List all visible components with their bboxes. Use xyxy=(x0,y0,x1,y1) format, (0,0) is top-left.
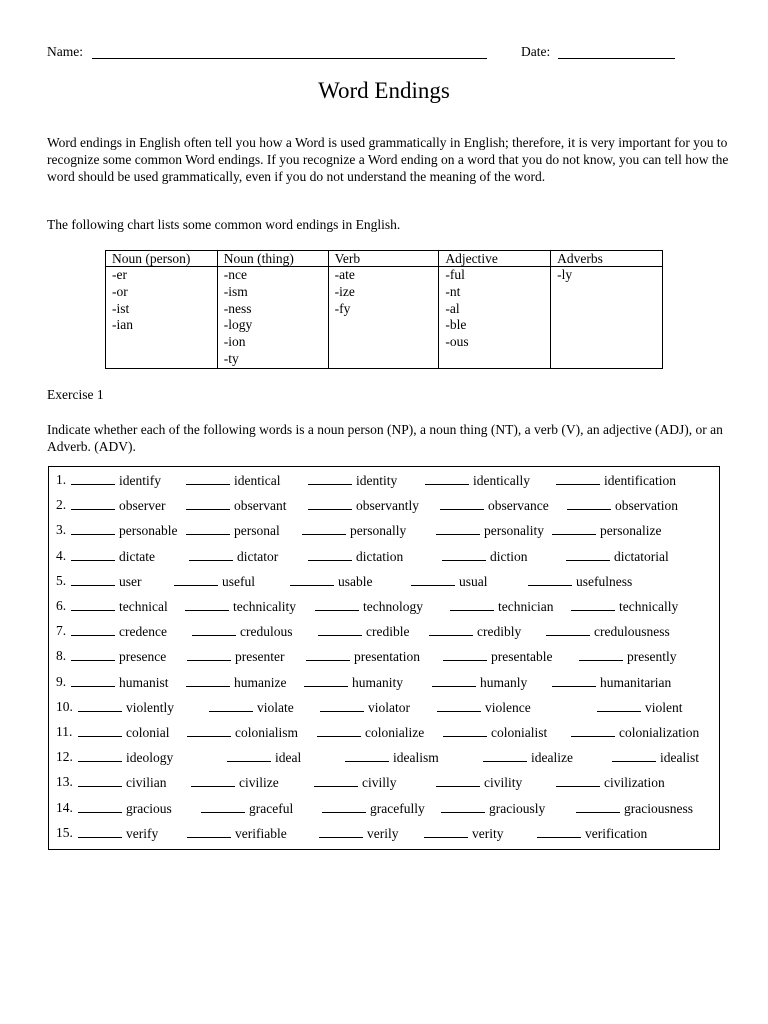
answer-blank[interactable] xyxy=(71,647,115,661)
answer-blank[interactable] xyxy=(308,496,352,510)
exercise-word: presentable xyxy=(491,649,553,665)
answer-blank[interactable] xyxy=(432,673,476,687)
column-noun-thing xyxy=(217,267,328,369)
answer-blank[interactable] xyxy=(189,547,233,561)
exercise-item xyxy=(411,572,488,591)
answer-blank[interactable] xyxy=(567,496,611,510)
answer-blank[interactable] xyxy=(442,547,486,561)
exercise-item xyxy=(78,773,167,792)
answer-blank[interactable] xyxy=(612,748,656,762)
exercise-word: violator xyxy=(368,699,410,715)
exercise-title: Exercise 1 xyxy=(47,387,104,402)
ending: -ble xyxy=(445,317,467,333)
exercise-word: dictator xyxy=(237,548,279,564)
answer-blank[interactable] xyxy=(191,773,235,787)
exercise-word: gracefully xyxy=(370,800,425,816)
answer-blank[interactable] xyxy=(440,496,484,510)
exercise-item xyxy=(425,471,530,490)
ending: -nce xyxy=(223,267,248,282)
ending: -al xyxy=(445,300,460,316)
exercise-item xyxy=(436,521,544,540)
answer-blank[interactable] xyxy=(290,572,334,586)
ending: -ly xyxy=(557,267,573,282)
exercise-item xyxy=(186,496,286,515)
exercise-item xyxy=(556,773,665,792)
ending: -ful xyxy=(445,267,465,282)
exercise-word: user xyxy=(119,573,142,589)
ending: -ian xyxy=(112,317,133,333)
ending: -ist xyxy=(112,300,130,316)
exercise-word: violent xyxy=(645,699,683,715)
column-adjective xyxy=(439,267,551,369)
answer-blank[interactable] xyxy=(187,723,231,737)
header-adjective: Adjective xyxy=(439,251,551,267)
answer-blank[interactable] xyxy=(186,521,230,535)
answer-blank[interactable] xyxy=(597,698,641,712)
exercise-row xyxy=(49,748,719,766)
answer-blank[interactable] xyxy=(306,647,350,661)
answer-blank[interactable] xyxy=(71,547,115,561)
exercise-item xyxy=(597,698,683,717)
item-number: 13. xyxy=(56,774,73,790)
exercise-word: idealize xyxy=(531,750,573,766)
answer-blank[interactable] xyxy=(315,597,359,611)
ending: -ous xyxy=(445,334,469,350)
exercise-item xyxy=(432,673,527,692)
exercise-box xyxy=(48,466,720,850)
exercise-instructions: Indicate whether each of the following words is a noun person (NP), a noun thing (NT), a verb (V), an adjective (ADJ), or an Adverb. (ADV). xyxy=(47,422,723,454)
exercise-item xyxy=(566,547,669,566)
ending: -fy xyxy=(334,300,351,316)
exercise-word: personalize xyxy=(600,523,662,539)
item-number: 10. xyxy=(56,698,73,714)
item-number: 6. xyxy=(56,598,67,613)
ending: -logy xyxy=(223,317,253,333)
answer-blank[interactable] xyxy=(71,471,115,485)
answer-blank[interactable] xyxy=(201,799,245,813)
exercise-item xyxy=(552,521,661,540)
exercise-word: colonialize xyxy=(365,725,425,740)
answer-blank[interactable] xyxy=(437,698,481,712)
answer-blank[interactable] xyxy=(192,622,236,636)
answer-blank[interactable] xyxy=(71,673,115,687)
answer-blank[interactable] xyxy=(318,622,362,636)
answer-blank[interactable] xyxy=(308,547,352,561)
item-number: 1. xyxy=(56,472,67,487)
exercise-item xyxy=(192,622,292,641)
column-verb xyxy=(328,267,439,369)
exercise-word: observer xyxy=(119,498,166,514)
exercise-item xyxy=(320,698,410,717)
answer-blank[interactable] xyxy=(174,572,218,586)
exercise-word: observantly xyxy=(356,498,419,514)
exercise-word: dictation xyxy=(356,548,404,564)
exercise-item xyxy=(71,572,142,591)
exercise-word: dictatorial xyxy=(614,548,669,564)
exercise-word: graceful xyxy=(249,800,294,816)
exercise-word: observation xyxy=(615,498,678,514)
exercise-word: useful xyxy=(222,573,255,589)
exercise-item xyxy=(201,799,293,818)
exercise-word: personality xyxy=(484,523,544,539)
exercise-item xyxy=(567,496,678,515)
answer-blank[interactable] xyxy=(443,647,487,661)
exercise-word: violate xyxy=(257,699,294,715)
exercise-word: observant xyxy=(234,498,287,514)
exercise-row xyxy=(49,622,719,640)
page-title: Word Endings xyxy=(318,78,450,103)
exercise-word: verifiable xyxy=(235,825,287,841)
answer-blank[interactable] xyxy=(552,673,596,687)
answer-blank[interactable] xyxy=(78,799,122,813)
answer-blank[interactable] xyxy=(424,824,468,838)
answer-blank[interactable] xyxy=(552,521,596,535)
exercise-word: observance xyxy=(488,498,549,514)
exercise-row xyxy=(49,824,719,842)
exercise-item xyxy=(78,748,173,767)
ending: -ate xyxy=(334,267,355,282)
exercise-word: usable xyxy=(338,573,373,589)
exercise-item xyxy=(187,723,298,742)
exercise-item xyxy=(345,748,439,767)
answer-blank[interactable] xyxy=(483,748,527,762)
item-number: 4. xyxy=(56,547,67,563)
item-number: 14. xyxy=(56,799,73,815)
ending: -ion xyxy=(223,334,246,350)
answer-blank[interactable] xyxy=(429,622,473,636)
exercise-word: personable xyxy=(119,523,178,539)
exercise-item xyxy=(78,698,174,717)
item-number: 3. xyxy=(56,522,67,538)
exercise-item xyxy=(185,597,296,616)
exercise-item xyxy=(322,799,425,818)
exercise-word: ideal xyxy=(275,750,302,766)
exercise-item xyxy=(308,547,403,566)
exercise-word: technology xyxy=(363,599,423,614)
answer-blank[interactable] xyxy=(322,799,366,813)
exercise-row xyxy=(49,799,719,817)
exercise-word: violently xyxy=(126,699,174,715)
exercise-word: civility xyxy=(484,775,523,791)
intro-paragraph: Word endings in English often tell you how a Word is used grammatically in English; therefore, it is very important for you to recognize some common Word endings. If you recognize a Word ending on a word that you do not know, you can tell how the word should be used grammatically, even if you do not understand the meaning of the word. xyxy=(47,135,729,184)
answer-blank[interactable] xyxy=(308,471,352,485)
exercise-item xyxy=(315,597,423,616)
exercise-item xyxy=(71,521,177,540)
exercise-word: presence xyxy=(119,649,167,665)
name-label: Name: xyxy=(47,44,83,59)
exercise-item xyxy=(71,496,165,515)
exercise-item xyxy=(318,622,409,641)
answer-blank[interactable] xyxy=(537,824,581,838)
exercise-item xyxy=(174,572,255,591)
answer-blank[interactable] xyxy=(71,572,115,586)
ending: -nt xyxy=(445,283,461,299)
exercise-item xyxy=(437,698,531,717)
exercise-item xyxy=(71,471,161,490)
exercise-word: personally xyxy=(350,523,407,539)
answer-blank[interactable] xyxy=(304,673,348,687)
exercise-item xyxy=(436,773,522,792)
answer-blank[interactable] xyxy=(576,799,620,813)
exercise-word: credulousness xyxy=(594,624,670,640)
exercise-word: presenter xyxy=(235,649,285,665)
header-verb: Verb xyxy=(328,251,439,267)
exercise-item xyxy=(71,547,155,566)
exercise-item xyxy=(186,471,280,490)
exercise-word: colonialism xyxy=(235,725,298,740)
word-endings-table xyxy=(105,250,663,369)
item-number: 15. xyxy=(56,824,73,840)
ending: -ize xyxy=(334,283,355,299)
exercise-item xyxy=(209,698,294,717)
exercise-row xyxy=(49,521,719,539)
exercise-word: technician xyxy=(498,599,554,614)
exercise-word: colonial xyxy=(126,725,170,740)
ending: -ness xyxy=(223,300,252,316)
exercise-word: identify xyxy=(119,473,161,488)
answer-blank[interactable] xyxy=(314,773,358,787)
exercise-item xyxy=(319,824,399,843)
exercise-word: idealism xyxy=(393,750,439,766)
item-number: 9. xyxy=(56,673,67,689)
exercise-item xyxy=(317,723,424,742)
exercise-item xyxy=(528,572,632,591)
exercise-word: credulous xyxy=(240,624,293,640)
answer-blank[interactable] xyxy=(302,521,346,535)
answer-blank[interactable] xyxy=(186,673,230,687)
exercise-word: humanly xyxy=(480,674,528,690)
answer-blank[interactable] xyxy=(320,698,364,712)
exercise-item xyxy=(556,471,676,490)
exercise-word: presentation xyxy=(354,649,420,665)
answer-blank[interactable] xyxy=(436,773,480,787)
exercise-item xyxy=(450,597,553,616)
answer-blank[interactable] xyxy=(71,521,115,535)
exercise-row xyxy=(49,723,719,741)
exercise-row xyxy=(49,572,719,590)
answer-blank[interactable] xyxy=(187,824,231,838)
exercise-item xyxy=(191,773,279,792)
answer-blank[interactable] xyxy=(187,647,231,661)
exercise-word: dictate xyxy=(119,548,155,564)
answer-blank[interactable] xyxy=(450,597,494,611)
exercise-item xyxy=(290,572,373,591)
exercise-word: credible xyxy=(366,624,410,640)
exercise-word: ideology xyxy=(126,750,174,766)
answer-blank[interactable] xyxy=(425,471,469,485)
exercise-word: humanize xyxy=(234,674,287,690)
answer-blank[interactable] xyxy=(78,748,122,762)
exercise-item xyxy=(424,824,504,843)
exercise-item xyxy=(308,496,419,515)
date-label: Date: xyxy=(521,44,551,59)
exercise-row xyxy=(49,547,719,565)
exercise-item xyxy=(187,824,287,843)
exercise-word: colonialization xyxy=(619,725,700,740)
exercise-word: humanity xyxy=(352,674,403,690)
answer-blank[interactable] xyxy=(571,597,615,611)
exercise-item xyxy=(483,748,573,767)
exercise-item xyxy=(71,622,167,641)
exercise-word: identity xyxy=(356,473,398,488)
exercise-item xyxy=(612,748,699,767)
table-header-row xyxy=(106,251,663,267)
answer-blank[interactable] xyxy=(71,597,115,611)
date-field[interactable] xyxy=(558,44,675,59)
ending: -er xyxy=(112,267,127,282)
answer-blank[interactable] xyxy=(209,698,253,712)
ending: -or xyxy=(112,283,128,299)
exercise-word: civilize xyxy=(239,775,279,791)
exercise-row xyxy=(49,773,719,791)
column-adverbs xyxy=(551,267,663,369)
exercise-item xyxy=(552,673,671,692)
exercise-word: credibly xyxy=(477,624,522,640)
exercise-word: gracious xyxy=(126,800,172,816)
answer-blank[interactable] xyxy=(556,773,600,787)
exercise-item xyxy=(546,622,670,641)
name-field[interactable] xyxy=(92,44,487,59)
table-row xyxy=(106,267,663,369)
ending: -ty xyxy=(223,350,239,366)
exercise-item xyxy=(314,773,397,792)
exercise-word: graciously xyxy=(489,800,546,816)
header-adverbs: Adverbs xyxy=(551,251,663,267)
exercise-word: humanitarian xyxy=(600,674,672,690)
exercise-item xyxy=(71,647,166,666)
exercise-word: usual xyxy=(459,573,488,589)
answer-blank[interactable] xyxy=(556,471,600,485)
exercise-word: technically xyxy=(619,599,679,614)
exercise-word: humanist xyxy=(119,674,169,690)
exercise-item xyxy=(576,799,693,818)
exercise-item xyxy=(78,799,172,818)
exercise-item xyxy=(71,597,168,616)
exercise-word: credence xyxy=(119,624,167,640)
exercise-item xyxy=(78,723,170,742)
exercise-item xyxy=(304,673,403,692)
answer-blank[interactable] xyxy=(186,496,230,510)
exercise-item xyxy=(443,647,552,666)
answer-blank[interactable] xyxy=(227,748,271,762)
column-noun-person xyxy=(106,267,218,369)
exercise-row xyxy=(49,471,719,489)
exercise-item xyxy=(227,748,301,767)
item-number: 8. xyxy=(56,648,67,664)
header-noun-thing: Noun (thing) xyxy=(217,251,328,267)
answer-blank[interactable] xyxy=(71,496,115,510)
exercise-item xyxy=(78,824,158,843)
exercise-item xyxy=(187,647,284,666)
exercise-item xyxy=(186,673,286,692)
answer-blank[interactable] xyxy=(317,723,361,737)
exercise-word: civilian xyxy=(126,775,167,791)
answer-blank[interactable] xyxy=(571,723,615,737)
answer-blank[interactable] xyxy=(319,824,363,838)
answer-blank[interactable] xyxy=(579,647,623,661)
exercise-word: technicality xyxy=(233,599,296,614)
exercise-word: presently xyxy=(627,649,677,665)
exercise-word: identically xyxy=(473,473,530,488)
header-noun-person: Noun (person) xyxy=(106,251,218,267)
exercise-item xyxy=(306,647,420,666)
exercise-word: verification xyxy=(585,825,648,841)
exercise-item xyxy=(442,547,528,566)
exercise-item xyxy=(71,673,169,692)
answer-blank[interactable] xyxy=(411,572,455,586)
chart-intro: The following chart lists some common word endings in English. xyxy=(47,217,401,232)
answer-blank[interactable] xyxy=(443,723,487,737)
exercise-word: verify xyxy=(126,825,159,841)
exercise-word: civilly xyxy=(362,775,397,791)
exercise-item xyxy=(302,521,406,540)
item-number: 11. xyxy=(56,724,73,739)
answer-blank[interactable] xyxy=(566,547,610,561)
exercise-word: idealist xyxy=(660,750,699,766)
exercise-word: verity xyxy=(472,825,504,841)
answer-blank[interactable] xyxy=(78,698,122,712)
answer-blank[interactable] xyxy=(78,824,122,838)
answer-blank[interactable] xyxy=(186,471,230,485)
exercise-word: identical xyxy=(234,473,281,488)
exercise-item xyxy=(186,521,280,540)
item-number: 5. xyxy=(56,572,67,588)
item-number: 12. xyxy=(56,749,73,765)
exercise-word: diction xyxy=(490,548,528,564)
exercise-row xyxy=(49,698,719,716)
exercise-word: personal xyxy=(234,523,280,539)
answer-blank[interactable] xyxy=(185,597,229,611)
exercise-word: graciousness xyxy=(624,800,693,816)
answer-blank[interactable] xyxy=(528,572,572,586)
answer-blank[interactable] xyxy=(441,799,485,813)
exercise-item xyxy=(429,622,521,641)
exercise-word: civilization xyxy=(604,775,665,791)
item-number: 2. xyxy=(56,497,67,513)
exercise-row xyxy=(49,647,719,665)
exercise-word: verily xyxy=(367,825,399,841)
exercise-row xyxy=(49,597,719,615)
exercise-row xyxy=(49,496,719,514)
exercise-word: violence xyxy=(485,699,531,715)
exercise-item xyxy=(571,597,678,616)
answer-blank[interactable] xyxy=(78,723,122,737)
exercise-item xyxy=(308,471,397,490)
exercise-word: usefulness xyxy=(576,573,633,589)
exercise-item xyxy=(189,547,278,566)
exercise-row xyxy=(49,673,719,691)
exercise-item xyxy=(443,723,547,742)
exercise-word: technical xyxy=(119,599,168,614)
answer-blank[interactable] xyxy=(345,748,389,762)
answer-blank[interactable] xyxy=(78,773,122,787)
exercise-item xyxy=(579,647,677,666)
answer-blank[interactable] xyxy=(436,521,480,535)
ending: -ism xyxy=(223,283,248,299)
exercise-item xyxy=(571,723,699,742)
exercise-item xyxy=(441,799,545,818)
item-number: 7. xyxy=(56,623,67,639)
answer-blank[interactable] xyxy=(71,622,115,636)
exercise-item xyxy=(537,824,647,843)
exercise-word: identification xyxy=(604,473,676,488)
exercise-item xyxy=(440,496,549,515)
answer-blank[interactable] xyxy=(546,622,590,636)
exercise-word: colonialist xyxy=(491,725,548,740)
